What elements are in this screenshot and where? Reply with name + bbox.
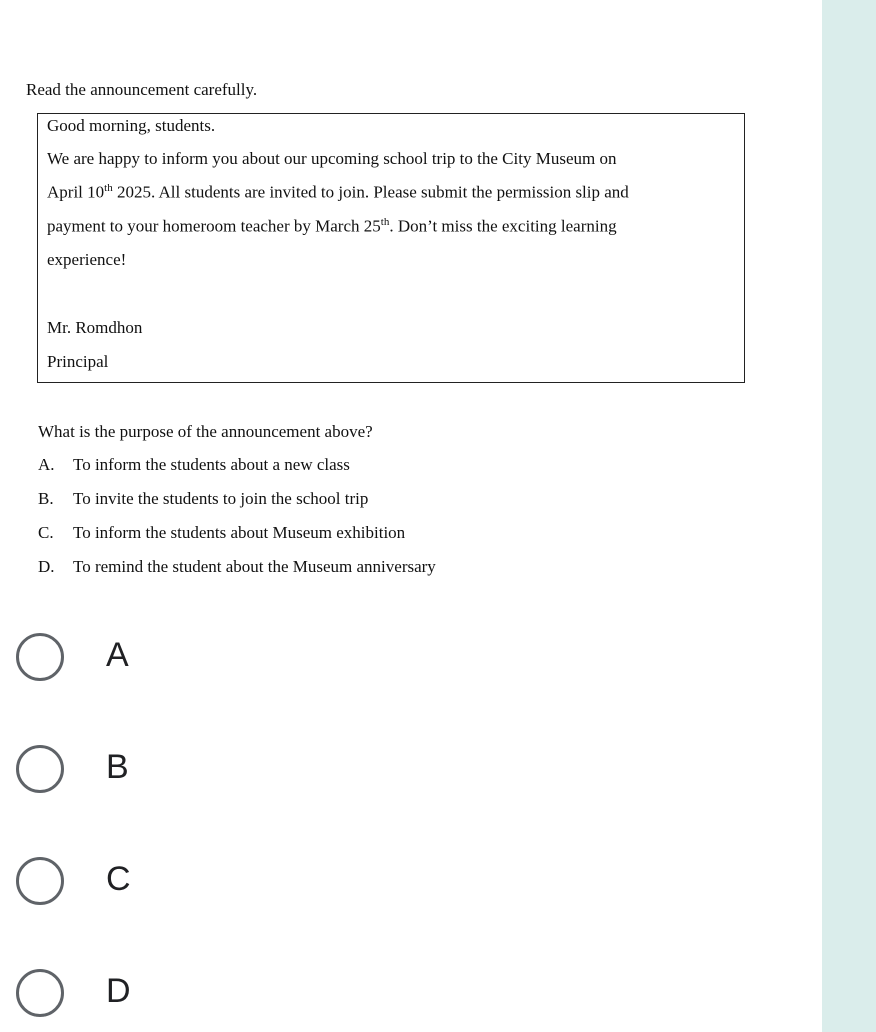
announcement-greeting: Good morning, students. <box>47 116 216 135</box>
announcement-line-2: April 10th 2025. All students are invited to join. Please submit the permission slip and <box>47 182 629 202</box>
radio-button-icon[interactable] <box>16 745 64 793</box>
choice-label: C <box>106 860 131 898</box>
instruction-text: Read the announcement carefully. <box>26 80 258 99</box>
signer-name: Mr. Romdhon <box>47 318 143 337</box>
radio-button-icon[interactable] <box>16 633 64 681</box>
choice-label: D <box>106 972 131 1010</box>
choice-d[interactable] <box>14 966 514 1026</box>
choice-a[interactable] <box>14 630 514 690</box>
signer-title: Principal <box>47 352 109 371</box>
option-c-text: C. To inform the students about Museum exhibition <box>38 523 406 542</box>
choice-label: B <box>106 748 129 786</box>
option-a-text: A. To inform the students about a new class <box>38 455 350 474</box>
radio-button-icon[interactable] <box>16 857 64 905</box>
question-text: What is the purpose of the announcement above? <box>38 422 373 441</box>
choice-label: A <box>106 636 129 674</box>
option-b-text: B. To invite the students to join the school trip <box>38 489 369 508</box>
announcement-box <box>37 113 745 383</box>
announcement-line-4: experience! <box>47 250 127 269</box>
choice-b[interactable] <box>14 742 514 802</box>
option-d-text: D. To remind the student about the Museum anniversary <box>38 557 436 576</box>
announcement-line-3: payment to your homeroom teacher by March 25th. Don’t miss the exciting learning <box>47 216 617 236</box>
announcement-line-1: We are happy to inform you about our upcoming school trip to the City Museum on <box>47 149 617 168</box>
choice-c[interactable] <box>14 854 514 914</box>
side-panel <box>822 0 876 1032</box>
radio-button-icon[interactable] <box>16 969 64 1017</box>
